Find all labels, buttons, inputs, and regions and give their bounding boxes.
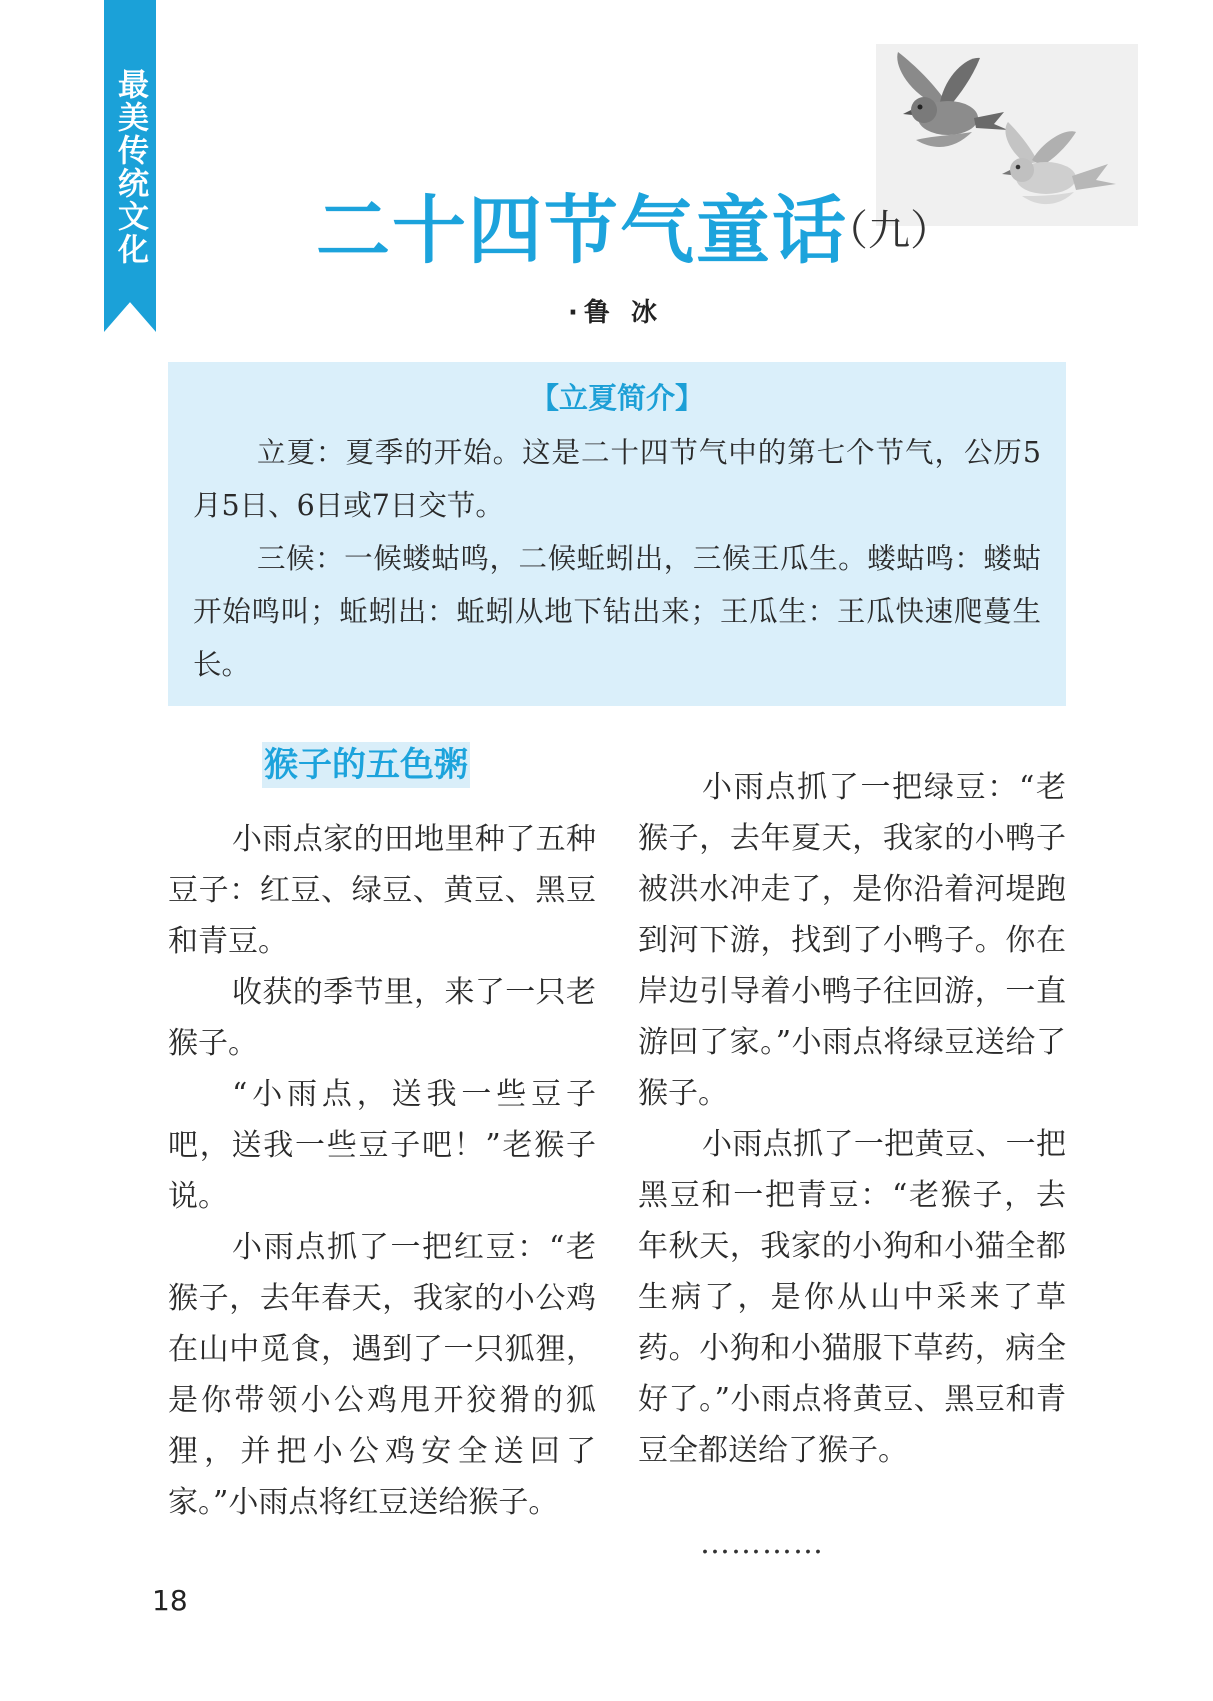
story-paragraph: 小雨点抓了一把红豆：“老猴子，去年春天，我家的小公鸡在山中觅食，遇到了一只狐狸，是你带领小公鸡甩开狡猾的狐狸，并把小公鸡安全送回了家。”小雨点将红豆送给猴子。 [168,1230,596,1520]
section-tab-label: 最美传统文化 [112,68,148,266]
story-paragraph: 小雨点抓了一把绿豆：“老猴子，去年夏天，我家的小鸭子被洪水冲走了，是你沿着河堤跑到河下游，找到了小鸭子。你在岸边引导着小鸭子往回游，一直游回了家。”小雨点将绿豆送给了猴子。 [638,770,1066,1111]
story-paragraph: “小雨点，送我一些豆子吧，送我一些豆子吧！”老猴子说。 [168,1077,596,1214]
bird-icon [897,52,1008,147]
author-dot: · [568,298,578,328]
story-paragraph: 小雨点家的田地里种了五种豆子：红豆、绿豆、黄豆、黑豆和青豆。 [168,822,596,959]
page-number: 18 [152,1584,188,1617]
story-column-right [638,762,1066,1476]
title-number: （九） [826,206,953,255]
bird-icon [1002,122,1116,204]
page-title: 二十四节气童话 [316,188,848,274]
intro-paragraph: 三候：一候蝼蛄鸣，二候蚯蚓出，三候王瓜生。蝼蛄鸣：蝼蛄开始鸣叫；蚯蚓出：蚯蚓从地下钻出来；王瓜生：王瓜快速爬蔓生长。 [193,542,1041,681]
intro-heading: 【立夏简介】 [530,381,705,415]
intro-paragraph: 立夏：夏季的开始。这是二十四节气中的第七个节气，公历5月5日、6日或7日交节。 [193,436,1041,522]
continuation-ellipsis: ………… [700,1526,824,1561]
story-paragraph: 收获的季节里，来了一只老猴子。 [168,975,596,1061]
two-birds-icon [876,44,1138,226]
story-paragraph: 小雨点抓了一把黄豆、一把黑豆和一把青豆：“老猴子，去年秋天，我家的小狗和小猫全都生病了，是你从山中采来了草药。小狗和小猫服下草药，病全好了。”小雨点将黄豆、黑豆和青豆全都送给了猴子。 [638,1127,1066,1468]
story-heading: 猴子的五色粥 [262,742,470,788]
author-name: 鲁 冰 [583,298,663,328]
author-line [568,292,663,329]
story-column-left [168,814,596,1528]
